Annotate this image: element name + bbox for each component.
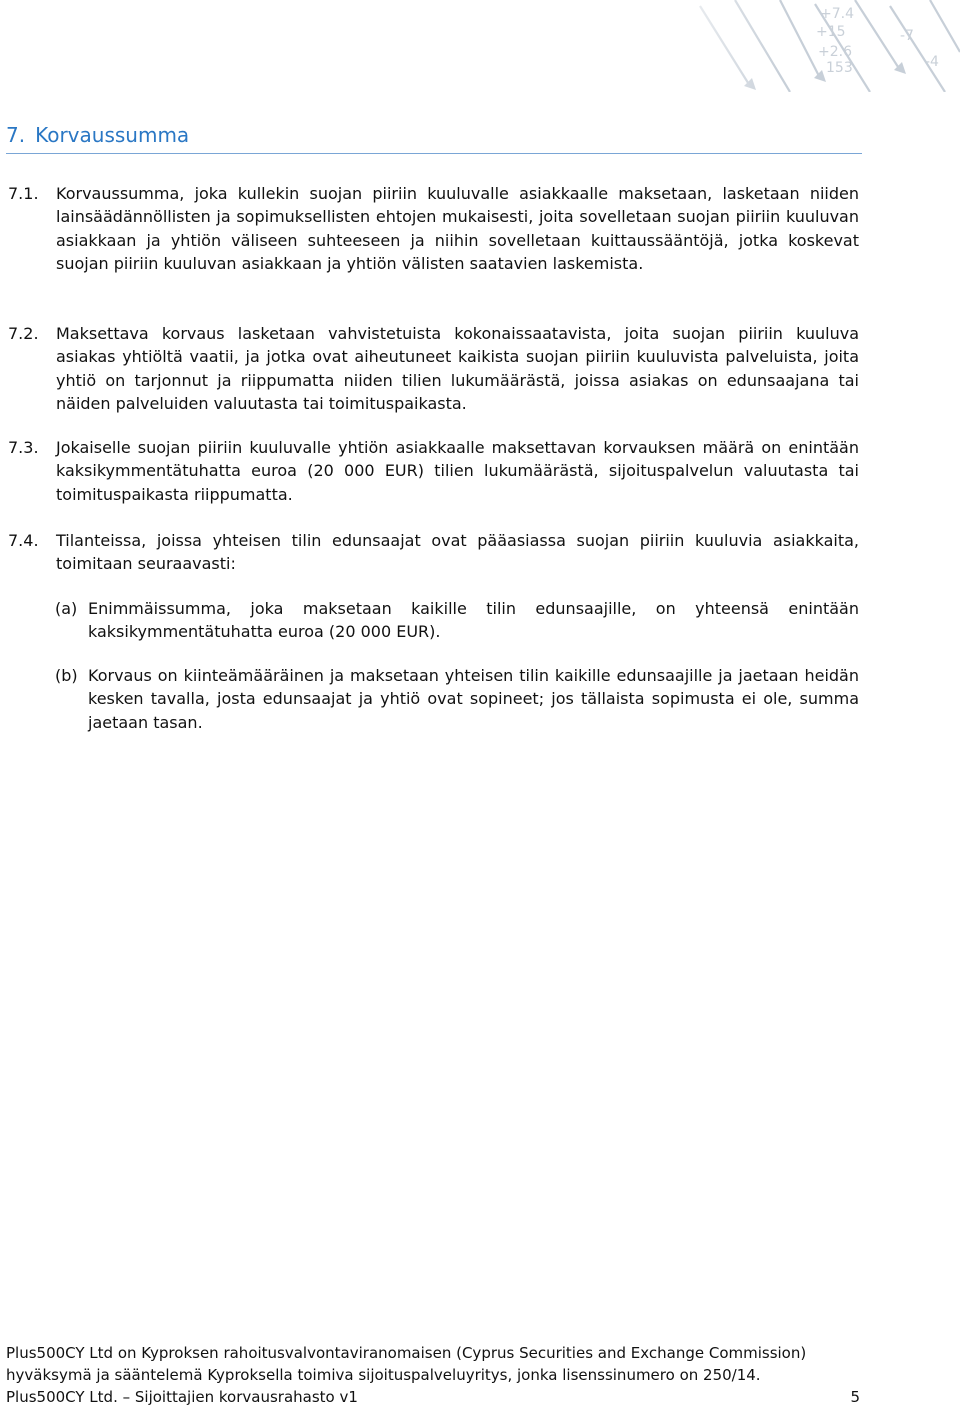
header-glyph: +2.6 [818, 44, 852, 60]
page-footer [6, 1342, 860, 1408]
footer-doc-title: – Sijoittajien korvausrahasto v1 [122, 1388, 358, 1406]
paragraph-7-3 [8, 436, 859, 506]
subitem-label: (b) [55, 666, 78, 685]
header-glyph: -7 [900, 28, 914, 44]
paragraph-text: Maksettava korvaus lasketaan vahvistetuista kokonaissaatavista, joita suojan piiriin kuuluva asiakas yhtiöltä vaatii, ja jotka ovat aiheutuneet kaikista suojan piiriin kuuluvista palveluista, joita yhtiö on tarjonnut ja riippumatta niiden tilien lukumäärästä, joissa asiakas on edunsaajana tai näiden palveluiden valuutasta tai toimituspaikasta. [56, 324, 859, 413]
footer-company: Plus500CY Ltd. [6, 1388, 118, 1406]
subitem-a [8, 597, 859, 644]
section-title: Korvaussumma [35, 123, 190, 147]
header-glyph: +15 [816, 24, 846, 40]
header-glyph: -4 [925, 54, 939, 70]
subitem-text: Enimmäissumma, joka maksetaan kaikille tilin edunsaajille, on yhteensä enintään kaksikymmentätuhatta euroa (20 000 EUR). [88, 599, 859, 642]
subitem-b [8, 664, 859, 734]
paragraph-text: Jokaiselle suojan piiriin kuuluvalle yhtiön asiakkaalle maksettavan korvauksen määrä on enintään kaksikymmentätuhatta euroa (20 000 EUR) tilien lukumäärästä, sijoituspalvelun valuutasta tai toimituspaikasta riippumatta. [56, 438, 859, 504]
section-heading [6, 123, 862, 154]
header-glyph: +7.4 [820, 6, 854, 22]
page-number: 5 [850, 1388, 860, 1406]
paragraph-number: 7.4. [8, 531, 39, 550]
paragraph-text: Korvaussumma, joka kullekin suojan piiriin kuuluvalle asiakkaalle maksetaan, lasketaan niiden lainsäädännöllisten ja sopimuksellisten ehtojen mukaisesti, joita sovelletaan suojan piiriin kuuluvan asiakkaan ja yhtiön väliseen suhteeseen ja niihin sovelletaan kuittaussääntöjä, jotka koskevat suojan piiriin kuuluvan asiakkaan ja yhtiön välisten saatavien laskemista. [56, 184, 859, 273]
paragraph-number: 7.1. [8, 184, 39, 203]
footer-regulatory-line-1: Plus500CY Ltd on Kyproksen rahoitusvalvontaviranomaisen (Cyprus Securities and Exchange Commission) [6, 1344, 807, 1362]
footer-regulatory-line-2: hyväksymä ja sääntelemä Kyproksella toimiva sijoituspalveluyritys, jonka lisenssinumero on 250/14. [6, 1366, 761, 1384]
section-number: 7. [6, 123, 26, 147]
subitem-text: Korvaus on kiinteämääräinen ja maksetaan yhteisen tilin kaikille edunsaajille ja jaetaan heidän kesken tavalla, josta edunsaajat ja yhtiö ovat sopineet; jos tällaista sopimusta ei ole, summa jaetaan tasan. [88, 666, 859, 732]
header-glyph: 153 [826, 60, 853, 76]
header-decoration [640, 0, 960, 92]
paragraph-7-1 [8, 182, 859, 275]
paragraph-7-4 [8, 529, 859, 576]
paragraph-number: 7.3. [8, 438, 39, 457]
paragraph-7-2 [8, 322, 859, 415]
paragraph-text: Tilanteissa, joissa yhteisen tilin edunsaajat ovat pääasiassa suojan piiriin kuuluvia asiakkaita, toimitaan seuraavasti: [56, 531, 859, 574]
subitem-label: (a) [55, 599, 78, 618]
paragraph-number: 7.2. [8, 324, 39, 343]
number-arrows-icon [640, 0, 960, 92]
